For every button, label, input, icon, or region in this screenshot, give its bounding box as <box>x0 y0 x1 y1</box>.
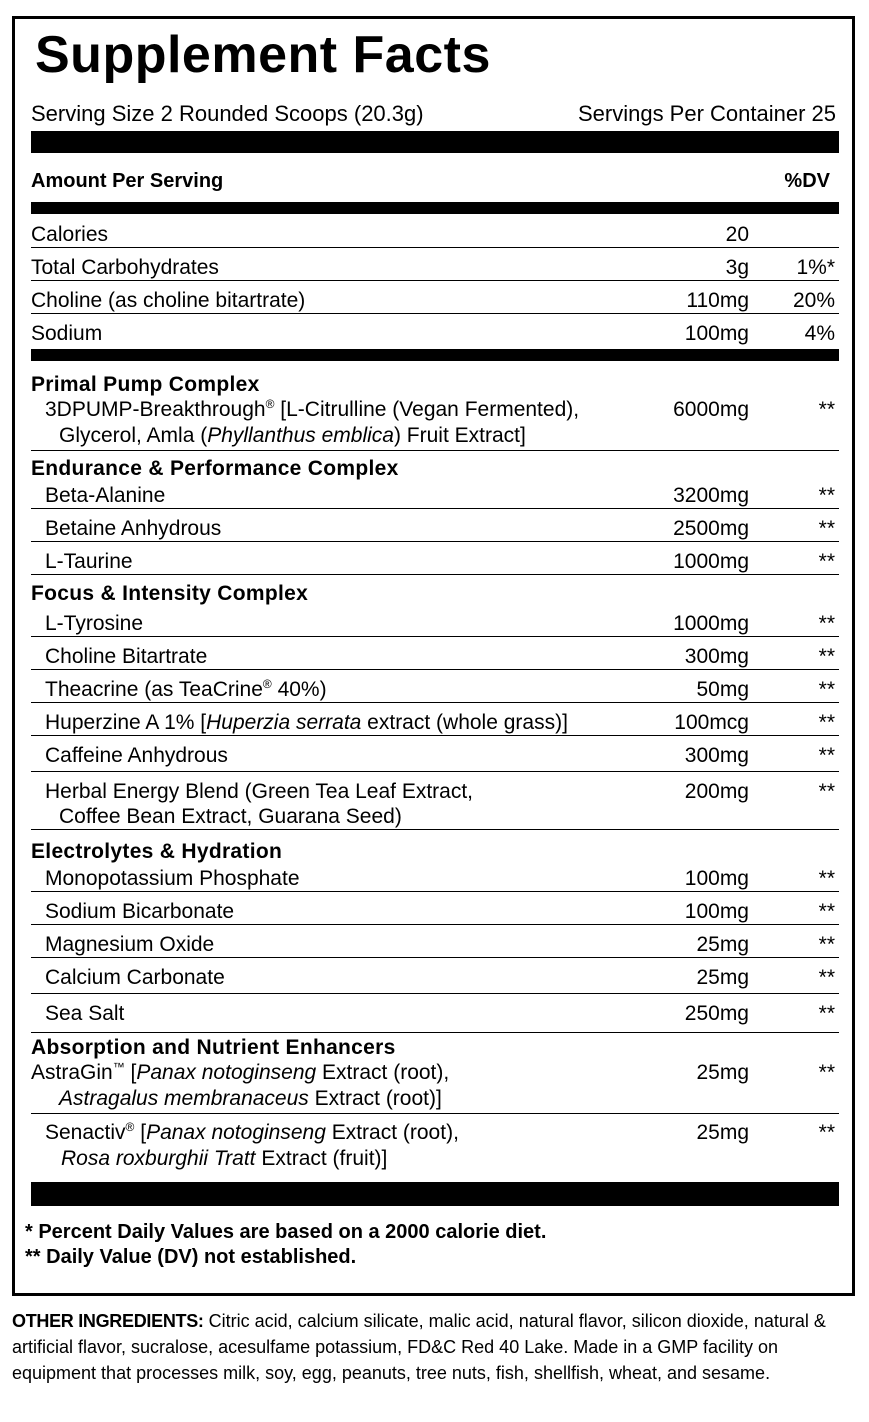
ingredient-name: 3DPUMP-Breakthrough® [L-Citrulline (Vegan Fermented), <box>45 397 580 421</box>
ingredient-dv: ** <box>818 933 835 956</box>
ingredient-name-line2: Rosa roxburghii Tratt Extract (fruit)] <box>61 1147 388 1170</box>
ingredient-amount: 100mcg <box>674 711 749 734</box>
ingredient-dv: ** <box>818 900 835 923</box>
ingredient-dv: ** <box>818 966 835 989</box>
ingredient-row <box>31 739 839 772</box>
ingredient-name-line2: Glycerol, Amla (Phyllanthus emblica) Fruit Extract] <box>59 424 526 447</box>
ingredient-row <box>31 1116 839 1176</box>
ingredient-amount: 2500mg <box>673 517 749 540</box>
ingredient-dv: ** <box>818 678 835 701</box>
ingredient-amount: 25mg <box>696 1121 749 1144</box>
nutrient-row <box>31 284 839 314</box>
supplement-facts-panel <box>12 16 855 1296</box>
ingredient-dv: ** <box>818 1121 835 1144</box>
ingredient-dv: ** <box>818 612 835 635</box>
nutrient-amount: 110mg <box>686 289 749 312</box>
section-endurance: Endurance & Performance Complex <box>31 457 399 480</box>
ingredient-amount: 25mg <box>696 966 749 989</box>
ingredient-row <box>31 862 839 892</box>
ingredient-name: Sea Salt <box>45 1002 125 1025</box>
ingredient-name: Monopotassium Phosphate <box>45 867 300 890</box>
ingredient-row <box>31 545 839 575</box>
ingredient-name: Sodium Bicarbonate <box>45 900 235 923</box>
thick-divider <box>31 131 839 153</box>
ingredient-row <box>31 1056 839 1114</box>
ingredient-amount: 50mg <box>696 678 749 701</box>
ingredient-amount: 1000mg <box>673 612 749 635</box>
ingredient-amount: 100mg <box>684 867 749 890</box>
serving-size: Serving Size 2 Rounded Scoops (20.3g) <box>31 101 424 126</box>
ingredient-amount: 250mg <box>684 1002 749 1025</box>
nutrient-row <box>31 317 839 347</box>
ingredient-row <box>31 607 839 637</box>
ingredient-row <box>31 928 839 958</box>
ingredient-row <box>31 706 839 736</box>
ingredient-dv: ** <box>818 711 835 734</box>
nutrient-amount: 100mg <box>684 322 749 345</box>
ingredient-name: Beta-Alanine <box>45 484 166 507</box>
ingredient-name: Theacrine (as TeaCrine® 40%) <box>45 677 327 701</box>
ingredient-row <box>31 512 839 542</box>
ingredient-dv: ** <box>818 645 835 668</box>
dv-header: %DV <box>784 170 830 192</box>
ingredient-row <box>31 673 839 703</box>
ingredient-amount: 300mg <box>684 645 749 668</box>
ingredient-name: Senactiv® [Panax notoginseng Extract (root), <box>45 1120 459 1144</box>
ingredient-dv: ** <box>818 398 835 421</box>
ingredient-dv: ** <box>818 484 835 507</box>
nutrient-dv: 20% <box>792 289 835 312</box>
ingredient-dv: ** <box>818 517 835 540</box>
ingredient-amount: 200mg <box>684 780 749 803</box>
ingredient-row <box>31 393 839 451</box>
nutrient-row <box>31 251 839 281</box>
other-ingredients <box>12 1308 852 1386</box>
ingredient-name: Magnesium Oxide <box>45 933 215 956</box>
nutrient-amount: 20 <box>725 223 749 246</box>
nutrient-dv: 1%* <box>796 256 835 279</box>
ingredient-row <box>31 997 839 1033</box>
section-absorption: Absorption and Nutrient Enhancers <box>31 1036 396 1059</box>
ingredient-row <box>31 640 839 670</box>
ingredient-amount: 100mg <box>684 900 749 923</box>
ingredient-amount: 25mg <box>696 1061 749 1084</box>
panel-title: Supplement Facts <box>35 26 491 84</box>
nutrient-row <box>31 218 839 248</box>
ingredient-amount: 6000mg <box>673 398 749 421</box>
ingredient-dv: ** <box>818 1002 835 1025</box>
ingredient-amount: 1000mg <box>673 550 749 573</box>
ingredient-name: Huperzine A 1% [Huperzia serrata extract (whole grass)] <box>45 711 568 734</box>
ingredient-dv: ** <box>818 1061 835 1084</box>
ingredient-row <box>31 895 839 925</box>
ingredient-row <box>31 775 839 833</box>
thin-divider <box>31 1113 839 1114</box>
amount-per-serving-header: Amount Per Serving <box>31 170 224 192</box>
servings-per-container: Servings Per Container 25 <box>577 101 836 126</box>
nutrient-dv: 4% <box>804 322 835 345</box>
footnote-percent-dv: * Percent Daily Values are based on a 2000 calorie diet. <box>25 1221 547 1243</box>
ingredient-amount: 300mg <box>684 744 749 767</box>
section-focus: Focus & Intensity Complex <box>31 582 309 605</box>
thin-divider <box>31 829 839 830</box>
thick-divider <box>31 1182 839 1206</box>
footnote-dv-not-established: ** Daily Value (DV) not established. <box>25 1246 357 1268</box>
ingredient-dv: ** <box>818 744 835 767</box>
section-electrolytes: Electrolytes & Hydration <box>31 840 283 863</box>
ingredient-name: Betaine Anhydrous <box>45 517 222 540</box>
ingredient-name: AstraGin™ [Panax notoginseng Extract (root), <box>31 1060 450 1084</box>
nutrient-name: Sodium <box>31 322 103 345</box>
ingredient-row <box>31 961 839 994</box>
ingredient-dv: ** <box>818 780 835 803</box>
ingredient-name: Choline Bitartrate <box>45 645 208 668</box>
ingredient-name: L-Tyrosine <box>45 612 144 635</box>
nutrient-name: Calories <box>31 223 109 246</box>
ingredient-name: Calcium Carbonate <box>45 966 225 989</box>
medium-divider <box>31 349 839 361</box>
section-primal-pump: Primal Pump Complex <box>31 373 260 396</box>
nutrient-name: Choline (as choline bitartrate) <box>31 289 306 312</box>
nutrient-name: Total Carbohydrates <box>31 256 219 279</box>
other-ingredients-label: OTHER INGREDIENTS: <box>12 1311 204 1331</box>
ingredient-amount: 3200mg <box>673 484 749 507</box>
nutrient-amount: 3g <box>725 256 749 279</box>
ingredient-name-line2: Astragalus membranaceus Extract (root)] <box>59 1087 442 1110</box>
ingredient-row <box>31 479 839 509</box>
medium-divider <box>31 202 839 214</box>
other-ingredients-text: Citric acid, calcium silicate, malic acid, natural flavor, silicon dioxide, natural & artificial flavor, sucralose, acesulfame potassium, FD&C Red 40 Lake. Made in a GMP facility on equipment that processes milk, soy, egg, peanuts, tree nuts, fish, shellfish, wheat, and sesame. <box>12 1311 826 1383</box>
ingredient-dv: ** <box>818 867 835 890</box>
ingredient-name: Caffeine Anhydrous <box>45 744 228 767</box>
ingredient-name-line2: Coffee Bean Extract, Guarana Seed) <box>59 805 402 828</box>
ingredient-name: Herbal Energy Blend (Green Tea Leaf Extract, <box>45 780 474 803</box>
ingredient-name: L-Taurine <box>45 550 133 573</box>
ingredient-dv: ** <box>818 550 835 573</box>
ingredient-amount: 25mg <box>696 933 749 956</box>
